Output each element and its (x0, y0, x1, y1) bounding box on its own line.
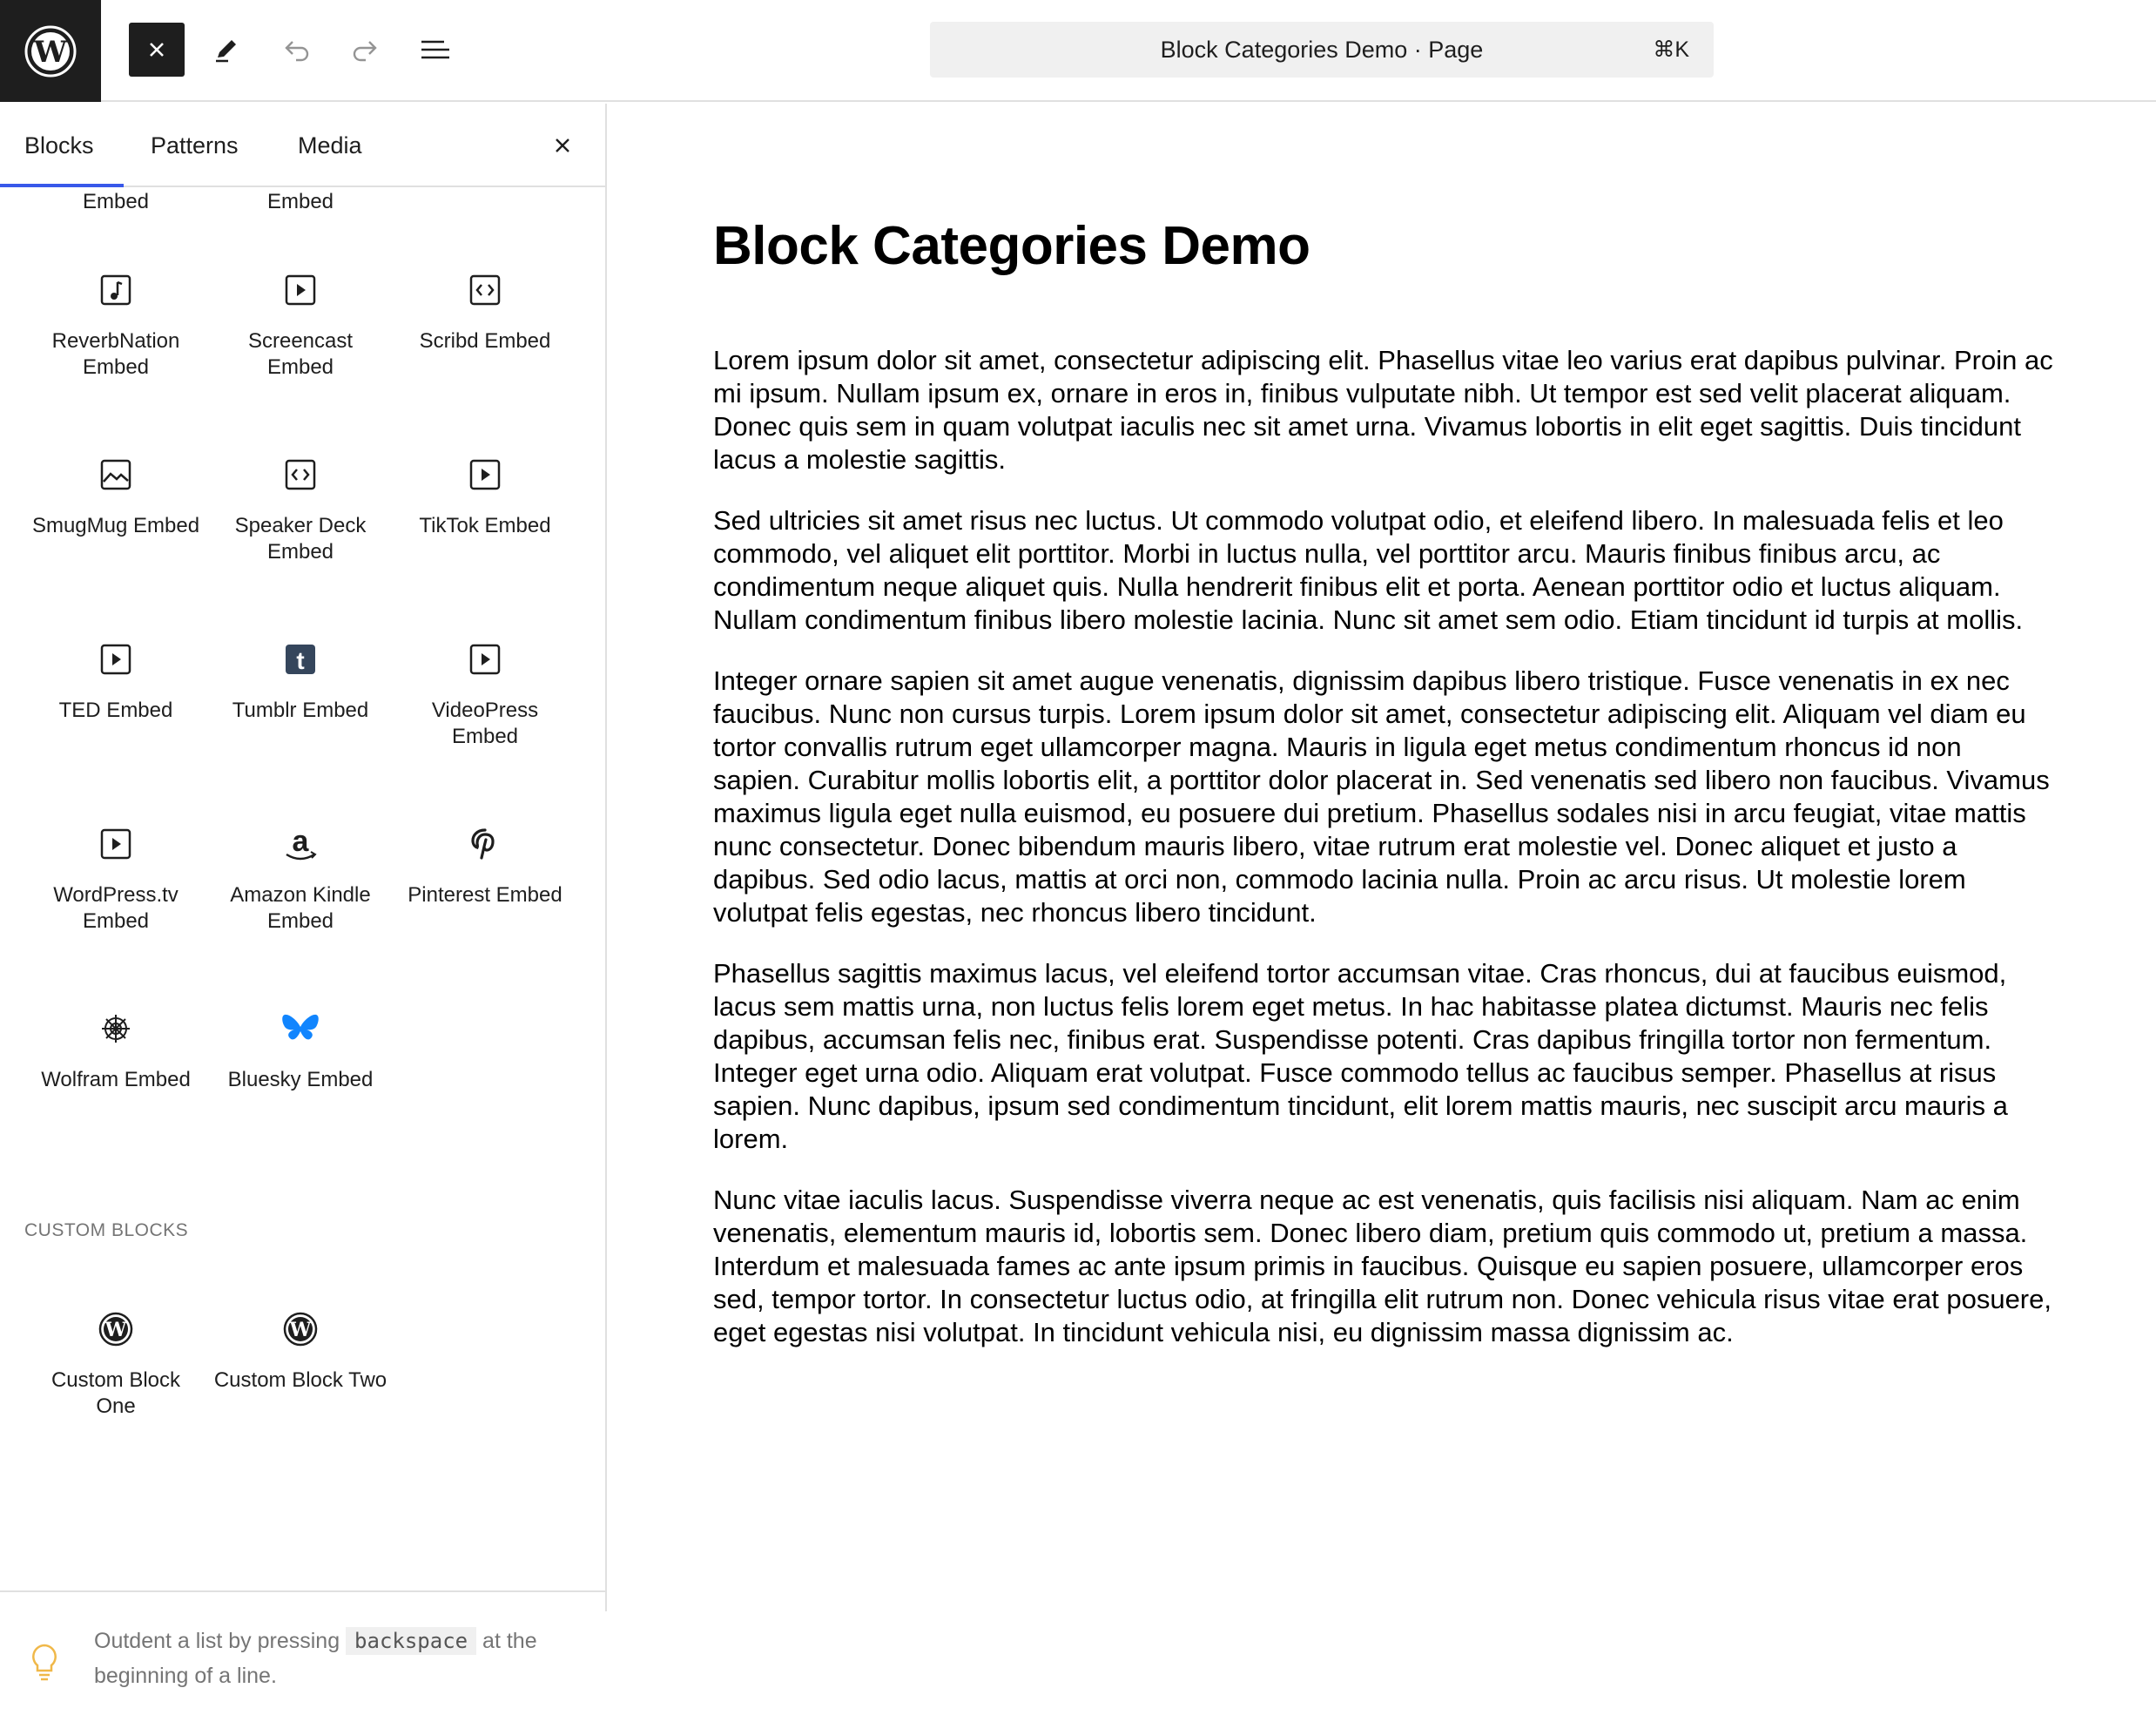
block-label: WordPress.tv Embed (53, 883, 179, 933)
block-videopress-embed[interactable] (398, 638, 572, 750)
video-icon (95, 823, 137, 865)
tip-text-before: Outdent a list by pressing (94, 1629, 340, 1653)
paragraph-block[interactable]: Lorem ipsum dolor sit amet, consectetur adipiscing elit. Phasellus vitae leo varius erat dapibus pulvinar. Proin ac mi ipsum. Nullam ipsum ex, ornare in eros in, finibus vulputate nibh. Ut tempor est sed velit placerat aliquam. Donec quis sem in quam volutpat iaculis nec sit amet urna. Vivamus lobortis in elit eget sagittis. Duis tincidunt lacus a molestie sagittis. (713, 345, 2053, 475)
editor-header (0, 0, 2156, 102)
svg-text:t: t (296, 647, 305, 674)
block-label: Screencast Embed (247, 329, 354, 379)
document-overview-button[interactable] (408, 23, 463, 77)
paragraph-block[interactable]: Integer ornare sapien sit amet augue venenatis, dignissim dapibus libero tristique. Fusce venenatis in ex nec faucibus. Nunc non cursus turpis. Lorem ipsum dolor sit amet, consectetur adipiscing elit. Aliquam vel diam eu tortor convallis rutrum eget ullamcorper magna. Mauris in ligula eget metus condimentum rhoncus id non sapien. Curabitur mollis lobortis elit, a porttitor dolor placerat in. Sed venenatis sed libero non faucibus. Vivamus maximus ligula eget nulla euismod, eu posuere dui pretium. Phasellus sodales nisi in arcu feugiat, vitae mattis nunc consectetur. Donec bibendum mauris libero, vitae rutrum erat molestie vel. Donec aliquet et justo a dapibus. Sed odio lacus, mattis at orci non, commodo lacinia nulla. Proin ac arcu risus. Ut molestie lorem volutpat felis egestas, nec rhoncus libero tincidunt. (713, 665, 2050, 928)
close-icon (552, 135, 573, 156)
keyboard-shortcut: ⌘K (1653, 37, 1689, 62)
lightbulb-icon (30, 1643, 59, 1687)
block-wolfram-embed[interactable] (29, 1008, 203, 1093)
tip-key: backspace (346, 1627, 476, 1655)
post-content (713, 344, 2054, 1377)
undo-icon (280, 34, 312, 65)
block-label: Speaker Deck Embed (234, 514, 367, 564)
video-icon (464, 638, 506, 680)
svg-text:W: W (289, 1319, 312, 1341)
category-heading-custom-blocks: CUSTOM BLOCKS (24, 1220, 189, 1240)
tools-button[interactable] (199, 23, 254, 77)
pinterest-icon (464, 823, 506, 865)
block-label: Tumblr Embed (232, 699, 369, 722)
block-label: Pinterest Embed (408, 883, 563, 907)
close-icon (146, 39, 167, 60)
document-title: Block Categories Demo · Page (1160, 37, 1484, 63)
partial-block-label[interactable]: Embed (82, 190, 150, 213)
wordpress-icon (280, 1308, 321, 1350)
list-view-icon (418, 34, 453, 65)
tab-media[interactable]: Media (298, 132, 362, 159)
paragraph-block[interactable]: Sed ultricies sit amet risus nec luctus. Ut commodo volutpat odio, et eleifend libero. In malesuada felis et leo commodo, vel aliquet elit porttitor. Morbi in luctus nulla, vel porttitor arcu. Mauris finibus finibus arcu, ac condimentum neque aliquet quis. Nulla hendrerit finibus elit et porta. Aenean porttitor odio et luctus aliquam. Nullam condimentum finibus libero molestie lacinia. Nunc sit amet sem odio. Etiam tincidunt id turpis at mollis. (713, 505, 2024, 635)
block-label: Wolfram Embed (41, 1068, 191, 1091)
svg-text:a: a (292, 825, 309, 858)
block-custom-block-one[interactable] (29, 1308, 203, 1420)
partial-block-label[interactable]: Embed (266, 190, 334, 213)
svg-text:W: W (104, 1319, 127, 1341)
video-icon (464, 454, 506, 496)
video-icon (280, 269, 321, 311)
image-icon (95, 454, 137, 496)
block-pinterest-embed[interactable] (398, 823, 572, 908)
tumblr-icon (280, 638, 321, 680)
editor-canvas[interactable] (609, 104, 2156, 1611)
block-wordpress-tv-embed[interactable] (29, 823, 203, 935)
paragraph-block[interactable]: Nunc vitae iaculis lacus. Suspendisse viverra neque ac est venenatis, quis facilisis nisi aliquam. Nam ac enim venenatis, elementum mauris id, lobortis sem. Donec libero diam, pretium quis commodo ut, pretium a massa. Interdum et malesuada fames ac ante ipsum primis in faucibus. Quisque eu sapien posuere, ullamcorper eros sed, tempor tortor. In consectetur luctus odio, at fringilla elit rutrum non. Donec vehicula risus vitae erat posuere, eget egestas nisi volutpat. In tincidunt vehicula nisi, eu dignissim massa dignissim ac. (713, 1185, 2052, 1347)
tab-blocks[interactable]: Blocks (24, 132, 94, 159)
block-label: Custom Block Two (213, 1368, 387, 1392)
command-palette-bar[interactable] (930, 22, 1714, 78)
block-label: Bluesky Embed (227, 1068, 374, 1091)
bluesky-icon (280, 1008, 321, 1050)
paragraph-block[interactable]: Phasellus sagittis maximus lacus, vel eleifend tortor accumsan vitae. Cras rhoncus, dui at faucibus euismod, lacus sem mattis urna, non luctus felis lorem eget metus. In hac habitasse platea dictumst. Mauris nec felis dapibus, accumsan felis nec, finibus erat. Suspendisse potenti. Cras dapibus fringilla tortor non fermentum. Integer eget urna odio. Aliquam erat volutpat. Fusce commodo tellus ac faucibus semper. Phasellus at risus sapien. Nunc dapibus, ipsum sed condimentum tincidunt, elit lorem mattis mauris, nec suscipit arcu mauris a lorem. (713, 958, 2008, 1154)
block-label: VideoPress Embed (431, 699, 539, 748)
block-reverbnation-embed[interactable] (29, 269, 203, 381)
video-icon (95, 638, 137, 680)
tip-text (94, 1624, 582, 1693)
wolfram-icon (95, 1008, 137, 1050)
block-label: ReverbNation Embed (51, 329, 180, 379)
block-screencast-embed[interactable] (213, 269, 387, 381)
wordpress-icon (95, 1308, 137, 1350)
close-panel-button[interactable] (547, 130, 578, 161)
wordpress-logo-icon (23, 24, 78, 79)
amazon-icon (280, 823, 321, 865)
block-bluesky-embed[interactable] (213, 1008, 387, 1093)
block-scribd-embed[interactable] (398, 269, 572, 354)
block-speaker-deck-embed[interactable] (213, 454, 387, 565)
block-label: Scribd Embed (419, 329, 551, 353)
block-inserter-panel (0, 104, 607, 1688)
wordpress-logo-button[interactable] (0, 0, 101, 102)
block-amazon-kindle-embed[interactable] (213, 823, 387, 935)
block-smugmug-embed[interactable] (29, 454, 203, 539)
block-tumblr-embed[interactable] (213, 638, 387, 724)
redo-button[interactable] (338, 23, 394, 77)
code-embed-icon (280, 454, 321, 496)
music-note-icon (95, 269, 137, 311)
redo-icon (350, 34, 381, 65)
block-custom-block-two[interactable] (213, 1308, 387, 1394)
tab-selected-indicator (0, 184, 124, 187)
block-label: Amazon Kindle Embed (230, 883, 371, 933)
block-tiktok-embed[interactable] (398, 454, 572, 539)
block-label: Custom Block One (51, 1368, 181, 1418)
svg-text:W: W (33, 34, 68, 70)
inserter-tip (0, 1590, 605, 1715)
block-list (0, 189, 605, 1591)
block-ted-embed[interactable] (29, 638, 203, 724)
page-title[interactable]: Block Categories Demo (713, 216, 1310, 276)
block-label: SmugMug Embed (31, 514, 200, 537)
tip-text-after: at the beginning of a line. (94, 1629, 537, 1688)
block-label: TED Embed (58, 699, 173, 722)
tab-patterns[interactable]: Patterns (151, 132, 239, 159)
close-inserter-button[interactable] (129, 23, 185, 77)
undo-button[interactable] (268, 23, 324, 77)
block-label: TikTok Embed (419, 514, 551, 537)
pencil-icon (211, 34, 242, 65)
inserter-tabs (0, 104, 605, 187)
code-embed-icon (464, 269, 506, 311)
